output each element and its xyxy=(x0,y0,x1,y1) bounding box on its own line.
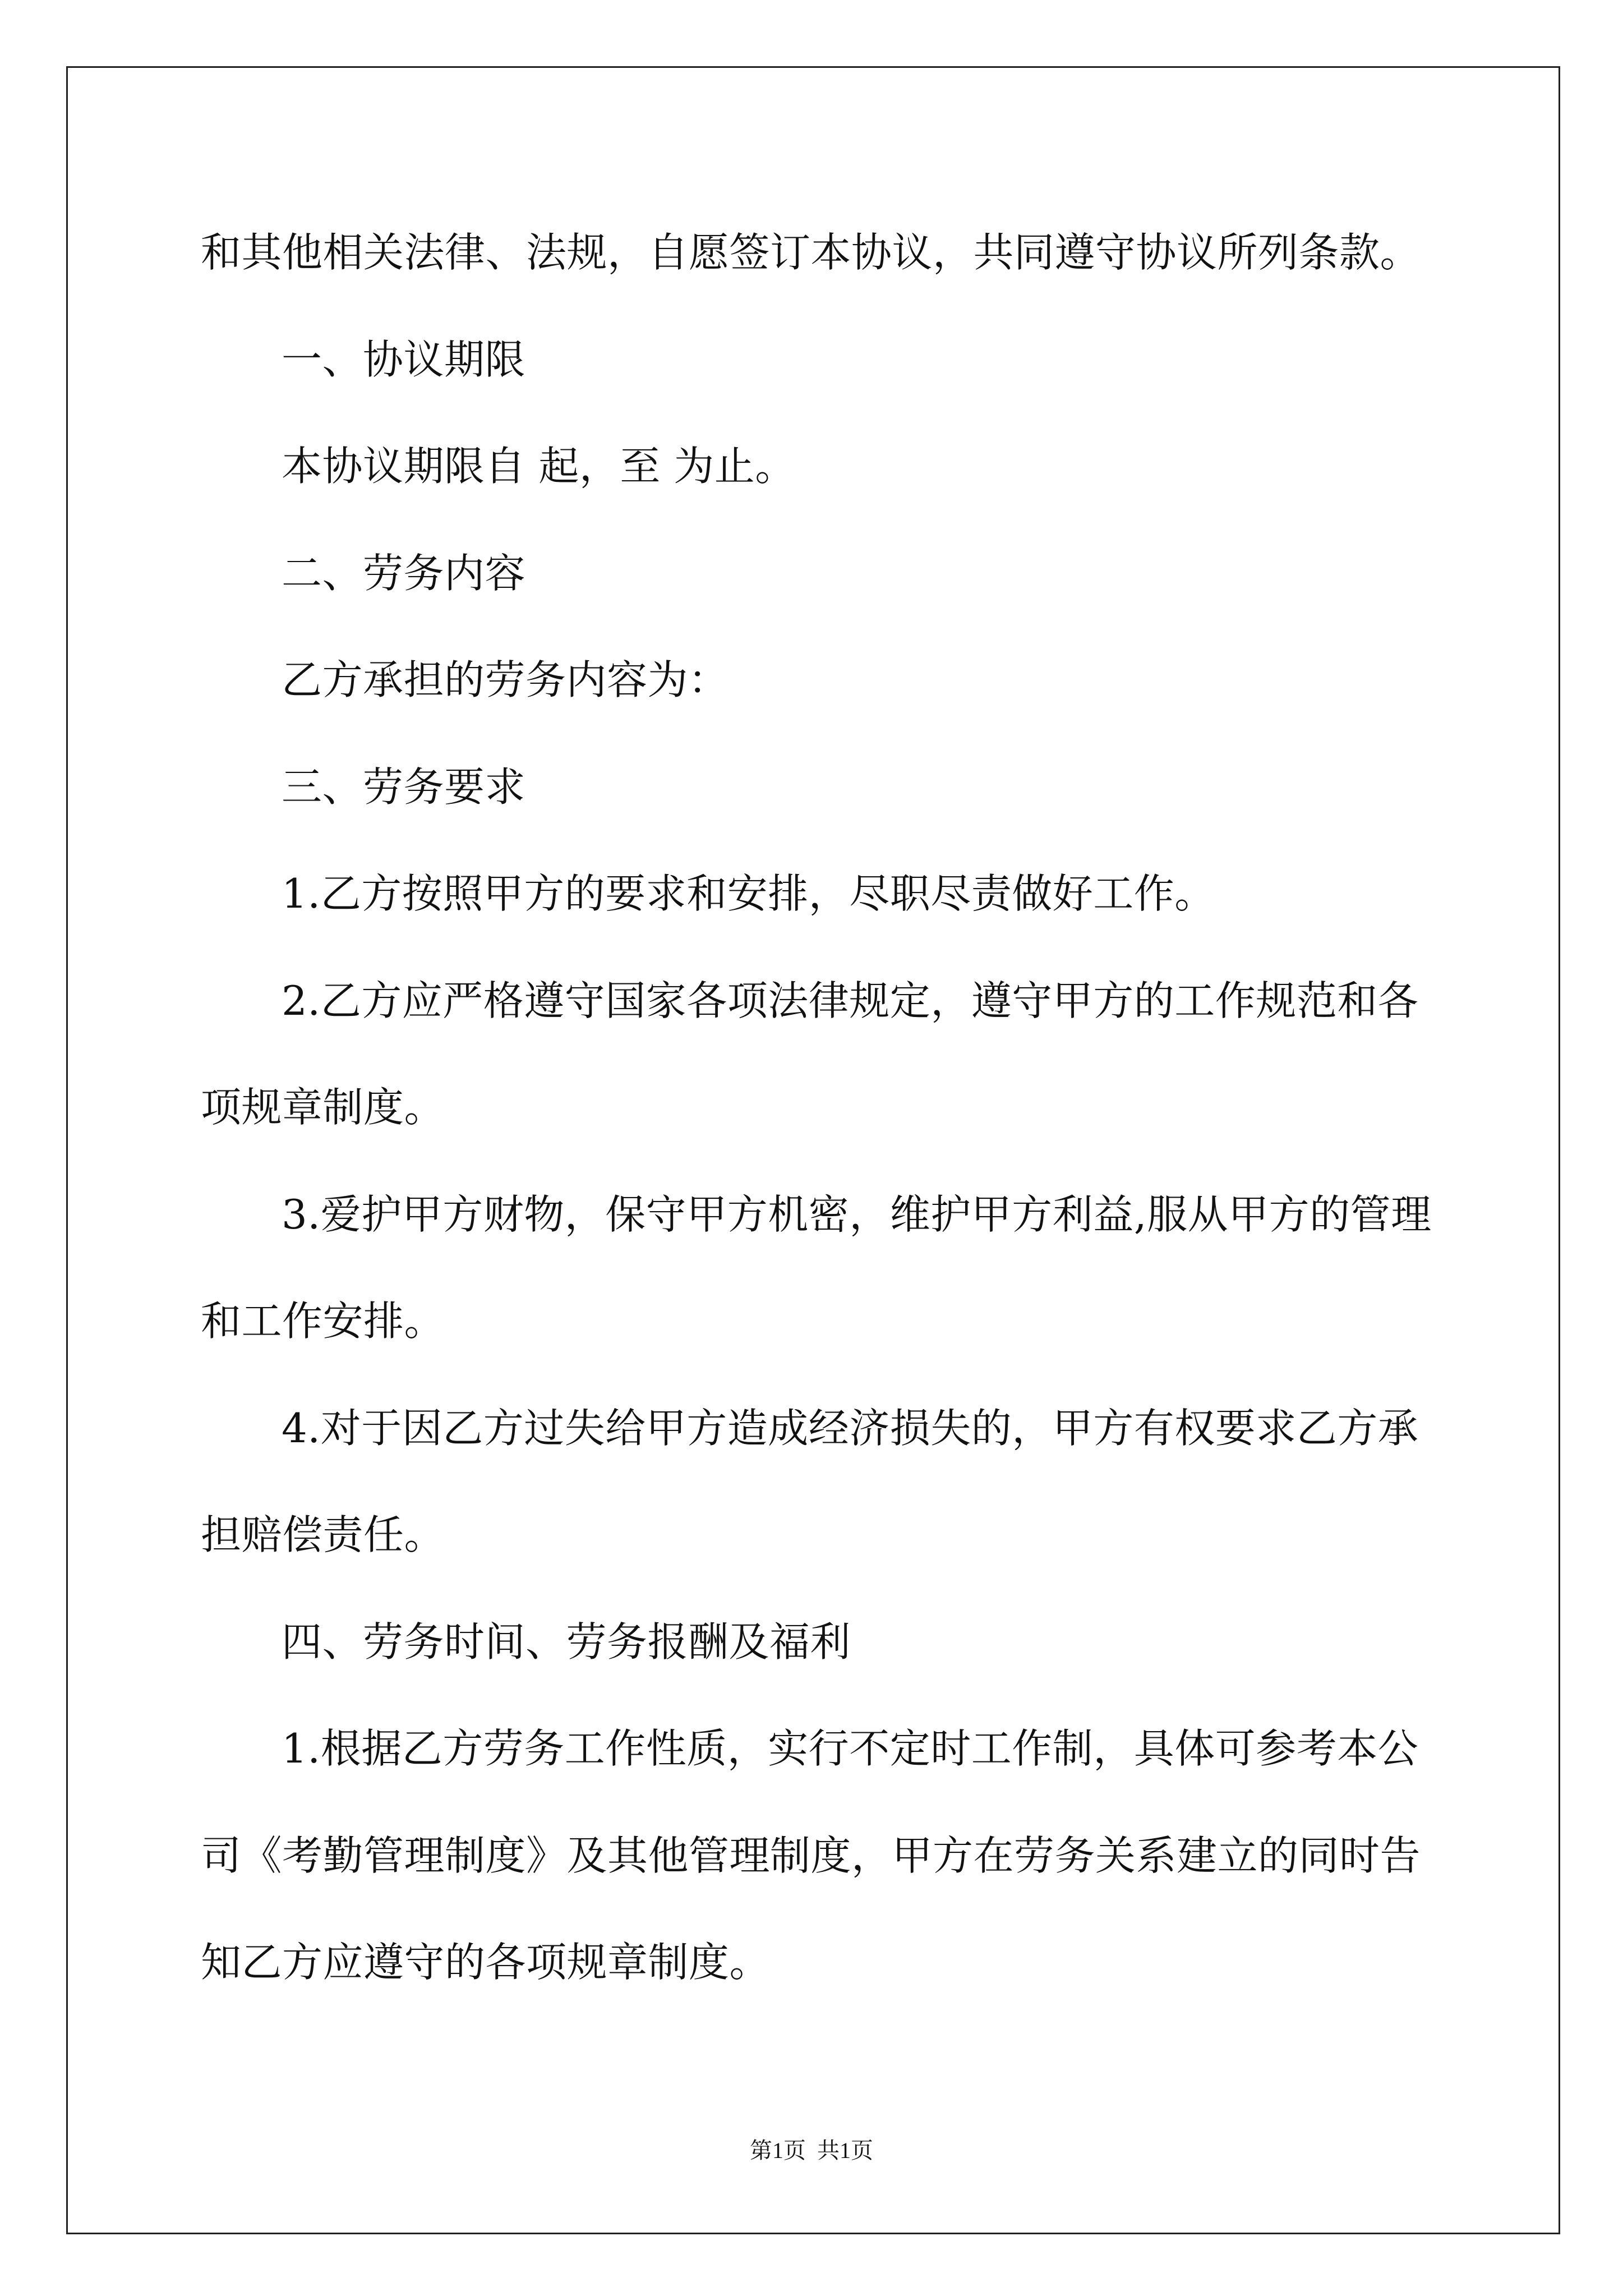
time-pay-item-1-continuation: 司《考勤管理制度》及其他管理制度，甲方在劳务关系建立的同时告 xyxy=(201,1832,1421,1879)
section-heading-requirements: 三、劳务要求 xyxy=(282,763,526,811)
requirement-item-4-continuation: 担赔偿责任。 xyxy=(201,1511,445,1558)
requirement-item-4: 4.对于因乙方过失给甲方造成经济损失的，甲方有权要求乙方承 xyxy=(282,1404,1419,1452)
requirement-item-3-continuation: 和工作安排。 xyxy=(201,1297,445,1345)
section-heading-term: 一、协议期限 xyxy=(282,335,526,383)
requirement-item-3: 3.爱护甲方财物，保守甲方机密，维护甲方利益,服从甲方的管理 xyxy=(282,1190,1432,1238)
page-number-footer: 第1页 共1页 xyxy=(750,2138,873,2163)
content-clause: 乙方承担的劳务内容为： xyxy=(282,656,729,703)
section-heading-time-pay: 四、劳务时间、劳务报酬及福利 xyxy=(282,1618,851,1665)
continuation-line: 和其他相关法律、法规，自愿签订本协议，共同遵守协议所列条款。 xyxy=(201,229,1421,276)
term-clause: 本协议期限自 起，至 为止。 xyxy=(282,443,796,490)
requirement-item-1: 1.乙方按照甲方的要求和安排，尽职尽责做好工作。 xyxy=(282,870,1215,917)
requirement-item-2: 2.乙方应严格遵守国家各项法律规定，遵守甲方的工作规范和各 xyxy=(282,977,1419,1024)
section-heading-content: 二、劳务内容 xyxy=(282,549,526,597)
time-pay-item-1: 1.根据乙方劳务工作性质，实行不定时工作制，具体可参考本公 xyxy=(282,1725,1419,1772)
requirement-item-2-continuation: 项规章制度。 xyxy=(201,1084,445,1131)
time-pay-item-1-continuation: 知乙方应遵守的各项规章制度。 xyxy=(201,1939,771,1986)
document-body xyxy=(201,199,1536,2016)
